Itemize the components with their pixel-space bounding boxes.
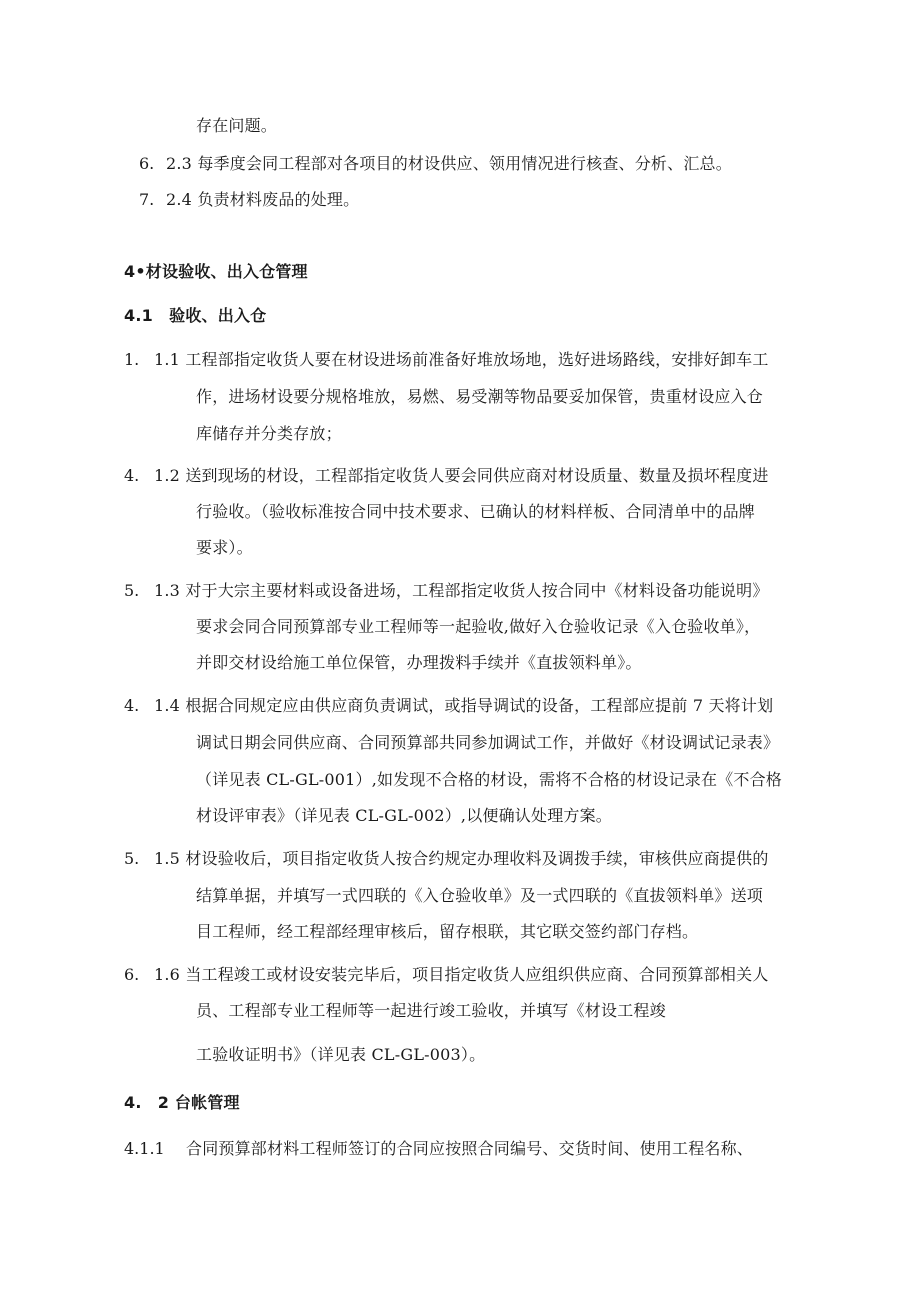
list-number: 1.	[124, 350, 140, 369]
continued-line: 存在问题。	[196, 116, 278, 135]
list-item-text: 2.4 负责材料废品的处理。	[166, 190, 360, 209]
list-item-line: 作，进场材设要分规格堆放，易燃、易受潮等物品要妥加保管，贵重材设应入仓	[196, 387, 764, 406]
list-number: 5.	[124, 581, 140, 600]
list-item-line: 1.1 工程部指定收货人要在材设进场前准备好堆放场地，选好进场路线，安排好卸车工	[154, 350, 769, 369]
list-item-line: 要求会同合同预算部专业工程师等一起验收,做好入仓验收记录《入仓验收单》，	[196, 617, 761, 636]
list-number: 5.	[124, 849, 140, 868]
subsection-heading: 4. 2 台帐管理	[124, 1093, 240, 1112]
section-heading: 4•材设验收、出入仓管理	[124, 262, 308, 281]
list-item-text: 2.3 每季度会同工程部对各项目的材设供应、领用情况进行核查、分析、汇总。	[166, 154, 732, 173]
list-item-line: 行验收。（验收标准按合同中技术要求、已确认的材料样板、合同清单中的品牌	[196, 502, 756, 521]
list-item-line: 1.2 送到现场的材设，工程部指定收货人要会同供应商对材设质量、数量及损坏程度进	[154, 466, 769, 485]
subsection-heading: 4.1 验收、出入仓	[124, 306, 267, 325]
list-item-line: 要求）。	[196, 538, 253, 557]
list-item-text: 合同预算部材料工程师签订的合同应按照合同编号、交货时间、使用工程名称、	[186, 1139, 754, 1158]
list-number: 4.	[124, 696, 140, 715]
list-number: 4.1.1	[124, 1139, 165, 1158]
list-number: 6.	[139, 154, 155, 173]
list-item-line: 材设评审表》（详见表 CL-GL-002）,以便确认处理方案。	[196, 806, 612, 825]
list-item-line: 库储存并分类存放；	[196, 424, 342, 443]
list-item-line: （详见表 CL-GL-001）,如发现不合格的材设，需将不合格的材设记录在《不合格	[196, 770, 782, 789]
list-item-line: 员、工程部专业工程师等一起进行竣工验收，并填写《材设工程竣	[196, 1001, 666, 1020]
list-item-line: 调试日期会同供应商、合同预算部共同参加调试工作，并做好《材设调试记录表》	[196, 733, 780, 752]
list-item-line: 工验收证明书》（详见表 CL-GL-003）。	[196, 1045, 486, 1064]
list-item-line: 1.3 对于大宗主要材料或设备进场，工程部指定收货人按合同中《材料设备功能说明》	[154, 581, 769, 600]
list-number: 6.	[124, 965, 140, 984]
list-item-line: 1.4 根据合同规定应由供应商负责调试，或指导调试的设备，工程部应提前 7 天将计划	[154, 696, 774, 715]
list-item-line: 结算单据，并填写一式四联的《入仓验收单》及一式四联的《直拔领料单》送项	[196, 886, 764, 905]
list-item-line: 目工程师，经工程部经理审核后，留存根联，其它联交签约部门存档。	[196, 922, 699, 941]
list-item-line: 1.6 当工程竣工或材设安装完毕后，项目指定收货人应组织供应商、合同预算部相关人	[154, 965, 769, 984]
list-item-line: 1.5 材设验收后，项目指定收货人按合约规定办理收料及调拨手续，审核供应商提供的	[154, 849, 769, 868]
list-number: 4.	[124, 466, 140, 485]
list-item-line: 并即交材设给施工单位保管，办理拨料手续并《直拔领料单》。	[196, 653, 642, 672]
list-number: 7.	[139, 190, 155, 209]
